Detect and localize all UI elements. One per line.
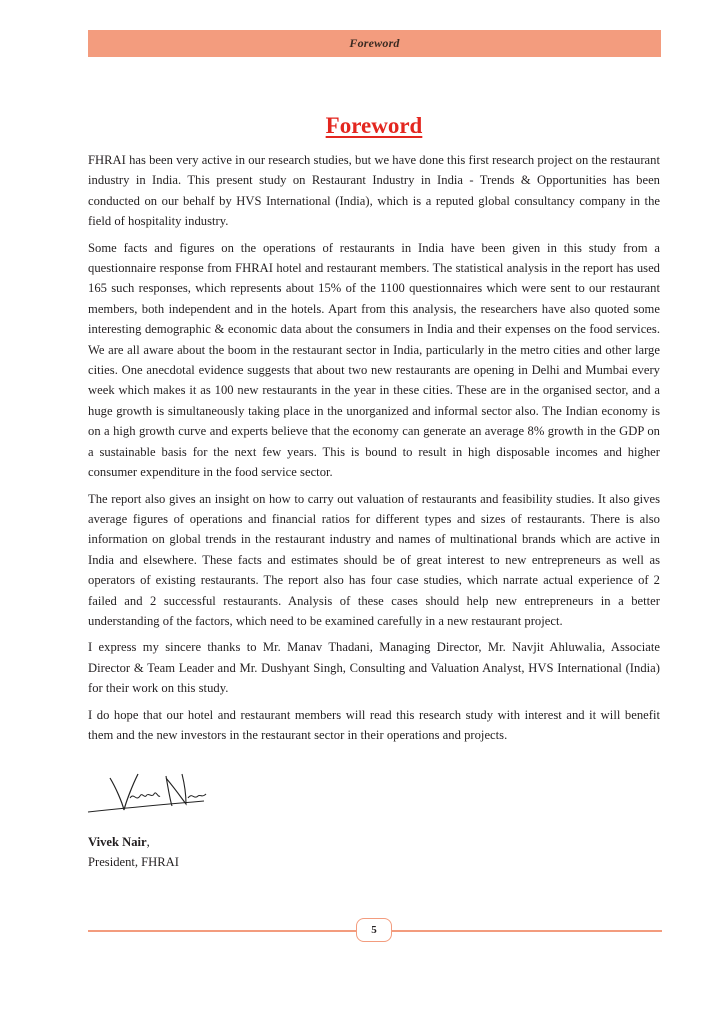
signatory xyxy=(88,832,179,872)
foreword-body xyxy=(88,150,660,751)
handwritten-signature xyxy=(86,768,216,820)
page-title xyxy=(0,104,728,141)
running-header-title: Foreword xyxy=(349,36,400,50)
signatory-name-suffix: , xyxy=(146,835,150,849)
running-header xyxy=(88,30,661,57)
signatory-name: Vivek Nair xyxy=(88,835,147,849)
page-title-text: Foreword xyxy=(325,113,423,138)
signatory-title: President, FHRAI xyxy=(88,855,179,869)
page-number: 5 xyxy=(356,918,392,942)
paragraph-facts: Some facts and figures on the operations of restaurants in India have been given in this study from a questionnaire response from FHRAI hotel and restaurant members. The statistical analysis in the report has used 165 such responses, which represents about 15% of the 1100 questionnaires which were sent to our restaurant members, both independent and in the hotels. Apart from this analysis, the researchers have also quoted some interesting demographic & economic data about the consumers in India and their expenses on the food services. We are all aware about the boom in the restaurant sector in India, particularly in the metro cities and other large cities. One anecdotal evidence suggests that about two new restaurants are opening in Delhi and Mumbai every week which makes it as 100 new restaurants in the year in these cities. These are in the organised sector, and a huge growth is simultaneously taking place in the unorganized and informal sector also. The Indian economy is on a high growth curve and experts believe that the economy can generate an average 8% growth in the GDP on a sustainable basis for the next few years. This is bound to result in high disposable incomes and higher consumer expenditure in the food service sector. xyxy=(88,240,660,480)
paragraph-closing: I do hope that our hotel and restaurant members will read this research study with interest and it will benefit them and the new investors in the restaurant sector in their operations and projects. xyxy=(88,707,660,742)
footer-rule-right xyxy=(392,930,662,932)
footer-rule-left xyxy=(88,930,356,932)
signatory-name-line xyxy=(88,832,179,852)
paragraph-thanks: I express my sincere thanks to Mr. Manav Thadani, Managing Director, Mr. Navjit Ahluwalia, Associate Director & Team Leader and Mr. Dushyant Singh, Consulting and Valuation Analyst, HVS International (India) for their work on this study. xyxy=(88,640,660,696)
paragraph-intro: FHRAI has been very active in our research studies, but we have done this first research project on the restaurant industry in India. This present study on Restaurant Industry in India - Trends & Opportunities has been conducted on our behalf by HVS International (India), which is a reputed global consultancy company in the field of hospitality industry. xyxy=(88,153,660,229)
paragraph-insight: The report also gives an insight on how to carry out valuation of restaurants and feasibility studies. It also gives average figures of operations and financial ratios for different types and sizes of restaurants. There is also information on global trends in the restaurant industry and names of multinational brands which are active in India and elsewhere. These facts and estimates should be of great interest to new entrepreneurs as well as operators of existing restaurants. The report also has four case studies, which narrate actual experience of 2 failed and 2 successful restaurants. Analysis of these cases should help new entrepreneurs in a better understanding of the factors, which need to be examined carefully in a new restaurant project. xyxy=(88,491,660,628)
